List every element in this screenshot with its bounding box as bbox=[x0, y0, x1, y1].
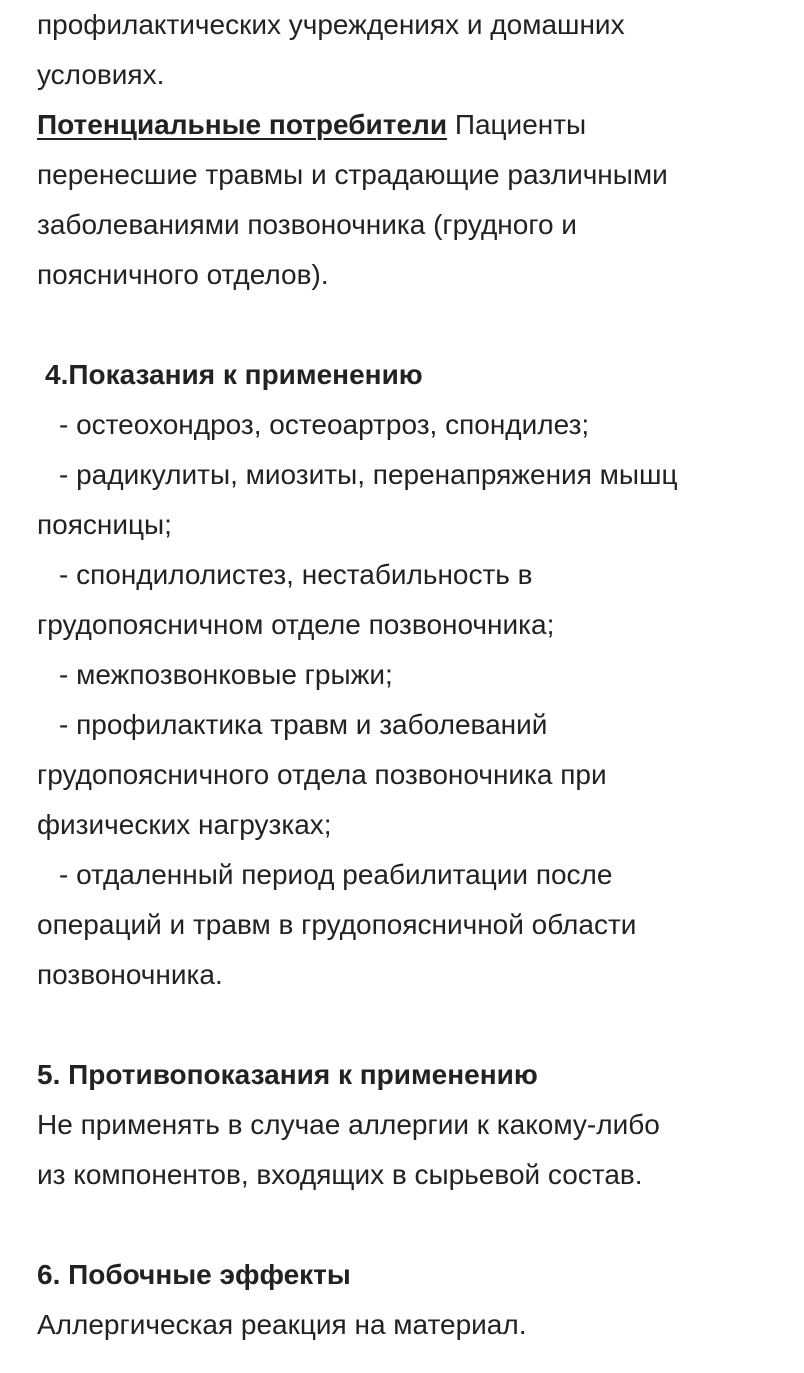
consumers-text-start: Пациенты bbox=[447, 109, 587, 140]
indications-heading: 4.Показания к применению bbox=[45, 359, 423, 390]
indication-item-continuation: физических нагрузках; bbox=[37, 809, 332, 840]
contraindications-line-2: из компонентов, входящих в сырьевой состав. bbox=[37, 1159, 643, 1190]
indication-item: - отдаленный период реабилитации после bbox=[59, 859, 613, 890]
document-body bbox=[37, 0, 777, 1350]
indication-item: - остеохондроз, остеоартроз, спондилез; bbox=[59, 409, 590, 440]
spacer bbox=[37, 1200, 777, 1250]
side-effects-line-1: Аллергическая реакция на материал. bbox=[37, 1309, 527, 1340]
indication-item: - спондилолистез, нестабильность в bbox=[59, 559, 533, 590]
spacer bbox=[37, 1000, 777, 1050]
contraindications-line-1: Не применять в случае аллергии к какому-либо bbox=[37, 1109, 660, 1140]
consumers-label: Потенциальные потребители bbox=[37, 109, 448, 140]
spacer bbox=[37, 300, 777, 350]
consumers-line-4: поясничного отделов). bbox=[37, 259, 329, 290]
side-effects-heading: 6. Побочные эффекты bbox=[37, 1259, 351, 1290]
indication-item-continuation: грудопоясничного отдела позвоночника при bbox=[37, 759, 607, 790]
consumers-line-3: заболеваниями позвоночника (грудного и bbox=[37, 209, 577, 240]
indication-item: - профилактика травм и заболеваний bbox=[59, 709, 548, 740]
intro-line-2: условиях. bbox=[37, 59, 165, 90]
indication-item-continuation: поясницы; bbox=[37, 509, 172, 540]
indication-item: - межпозвонковые грыжи; bbox=[59, 659, 393, 690]
indication-item-continuation: операций и травм в грудопоясничной области bbox=[37, 909, 637, 940]
intro-line-1: профилактических учреждениях и домашних bbox=[37, 9, 625, 40]
consumers-line-2: перенесшие травмы и страдающие различными bbox=[37, 159, 668, 190]
indication-item: - радикулиты, миозиты, перенапряжения мышц bbox=[59, 459, 678, 490]
indication-item-continuation: грудопоясничном отделе позвоночника; bbox=[37, 609, 555, 640]
contraindications-heading: 5. Противопоказания к применению bbox=[37, 1059, 538, 1090]
consumers-line-1 bbox=[37, 100, 777, 150]
indication-item-continuation: позвоночника. bbox=[37, 959, 223, 990]
